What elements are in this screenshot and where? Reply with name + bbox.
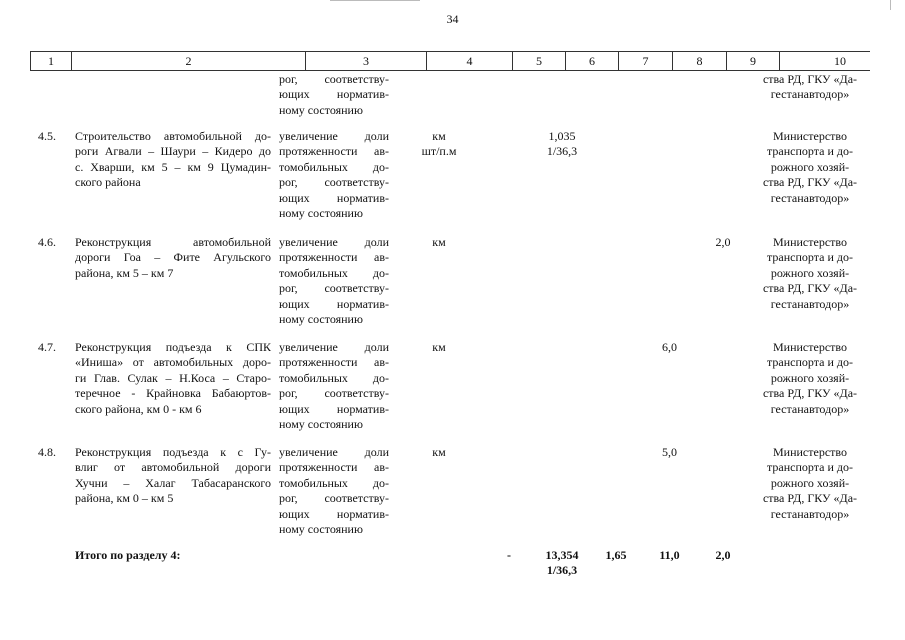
header-col-5: 5	[513, 52, 566, 70]
row-indicator: увеличение доли протяженности ав- томобильных до- рог, соответству- ющих норматив- ному состоянию	[279, 235, 389, 327]
total-col6: 13,354 1/36,3	[545, 548, 579, 578]
row-number: 4.5.	[38, 129, 56, 143]
row-executor: Министерство транспорта и до- рожного хозяй- ства РД, ГКУ «Да- гестанавтодор»	[762, 445, 858, 521]
header-col-3: 3	[306, 52, 427, 70]
row-unit: км шт/п.м	[421, 129, 457, 159]
row-number: 4.8.	[38, 445, 56, 459]
total-label: Итого по разделу 4:	[75, 548, 181, 562]
row-unit: км	[432, 445, 446, 459]
row-name: Реконструкция автомобильной дороги Гоа – Фите Агульского района, км 5 – км 7	[75, 235, 271, 280]
row-executor: Министерство транспорта и до- рожного хозяй- ства РД, ГКУ «Да- гестанавтодор»	[762, 235, 858, 311]
scan-artifact	[890, 0, 891, 10]
total-col9: 2,0	[715, 548, 731, 562]
total-col5: -	[507, 548, 511, 562]
header-col-4: 4	[427, 52, 513, 70]
header-col-10: 10	[834, 54, 846, 68]
table-header-row	[30, 51, 870, 71]
scan-artifact	[330, 0, 420, 1]
header-col-6: 6	[566, 52, 619, 70]
row-col8: 5,0	[662, 445, 677, 459]
header-col-8: 8	[673, 52, 727, 70]
header-col-7: 7	[619, 52, 673, 70]
continued-indicator: рог, соответству- ющих норматив- ному состоянию	[279, 72, 389, 117]
row-indicator: увеличение доли протяженности ав- томобильных до- рог, соответству- ющих норматив- ному состоянию	[279, 340, 389, 432]
row-name: Реконструкция подъезда к с Гу- влиг от автомобильной дороги Хучни – Халаг Табасаранского района, км 0 – км 5	[75, 445, 271, 506]
row-col8: 6,0	[662, 340, 677, 354]
header-col-2: 2	[72, 52, 306, 70]
row-number: 4.7.	[38, 340, 56, 354]
page-number: 34	[446, 12, 459, 26]
row-col9: 2,0	[715, 235, 731, 249]
header-col-9: 9	[727, 52, 780, 70]
row-number: 4.6.	[38, 235, 56, 249]
total-col7: 1,65	[605, 548, 627, 562]
row-indicator: увеличение доли протяженности ав- томобильных до- рог, соответству- ющих норматив- ному состоянию	[279, 445, 389, 537]
continued-executor: ства РД, ГКУ «Да- гестанавтодор»	[762, 72, 858, 102]
total-col8: 11,0	[659, 548, 680, 562]
row-name: Реконструкция подъезда к СПК «Иниша» от автомобильных доро- ги Глав. Сулак – Н.Коса – Старо- теречное - Крайновка Бабаюртов- ского района, км 0 - км 6	[75, 340, 271, 416]
row-executor: Министерство транспорта и до- рожного хозяй- ства РД, ГКУ «Да- гестанавтодор»	[762, 129, 858, 205]
row-col6: 1,035 1/36,3	[546, 129, 578, 159]
row-indicator: увеличение доли протяженности ав- томобильных до- рог, соответству- ющих норматив- ному состоянию	[279, 129, 389, 221]
header-col-1: 1	[31, 52, 72, 70]
row-unit: км	[432, 235, 446, 249]
row-unit: км	[432, 340, 446, 354]
row-name: Строительство автомобильной до- роги Агвали – Шаури – Кидеро до с. Хварши, км 5 – км 9 Цумадин- ского района	[75, 129, 271, 190]
row-executor: Министерство транспорта и до- рожного хозяй- ства РД, ГКУ «Да- гестанавтодор»	[762, 340, 858, 416]
